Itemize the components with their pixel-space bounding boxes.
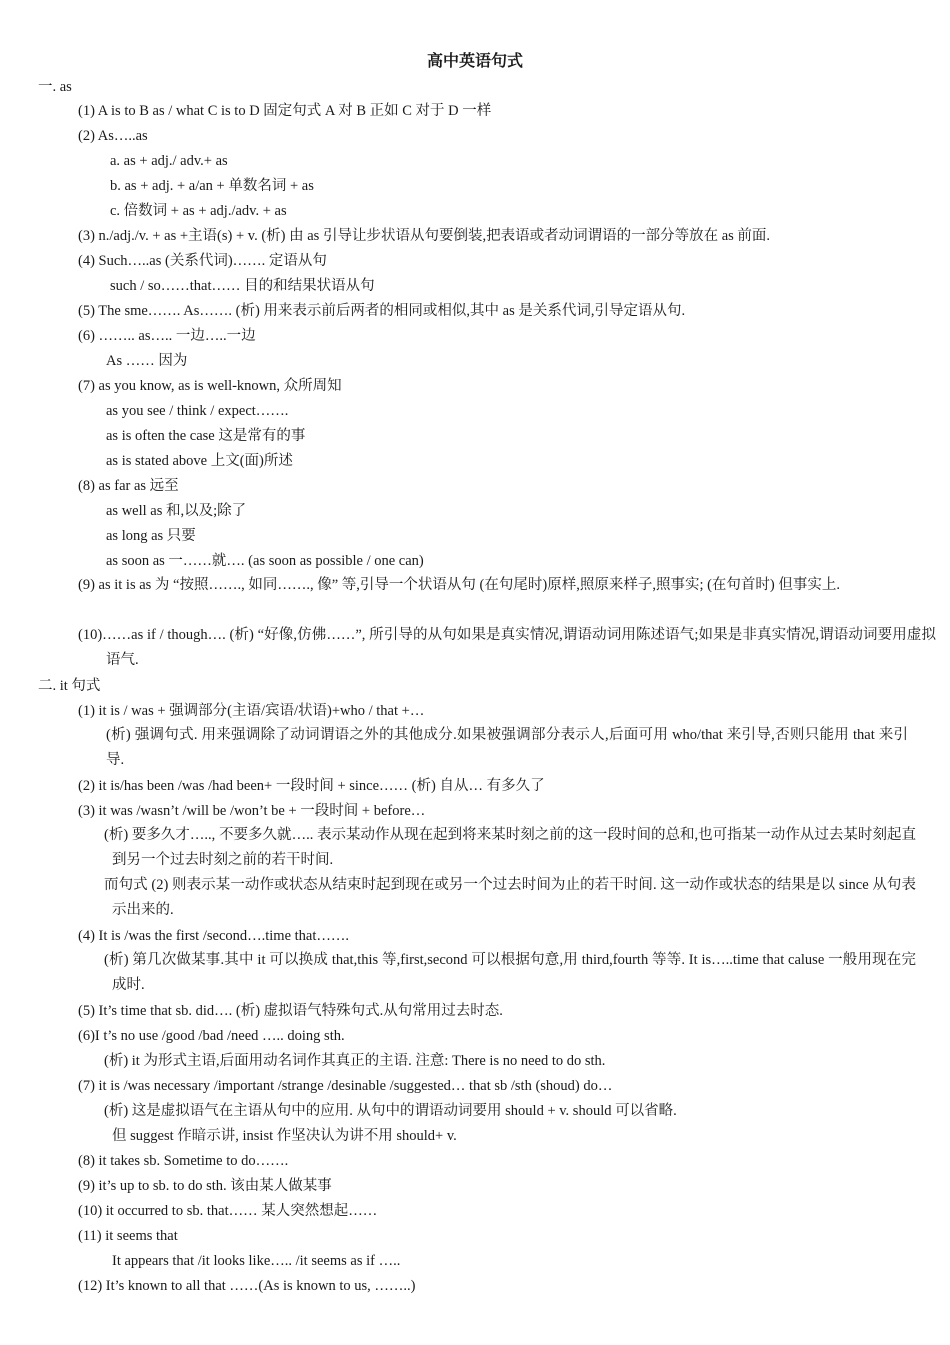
as-item-2a: a. as + adj./ adv.+ as [110,153,228,169]
it-item-6: (6)I t’s no use /good /bad /need ….. doing sth. [78,1028,345,1044]
it-item-4: (4) It is /was the first /second….time that……. [78,928,350,944]
as-item-8-sub-3: as soon as 一……就…. (as soon as possible / one can) [106,553,424,569]
as-item-4: (4) Such…..as (关系代词)……. 定语从句 [78,253,327,269]
as-item-10: (10)……as if / though…. (析) “好像,仿佛……”, 所引导的从句如果是真实情况,谓语动词用陈述语气;如果是非真实情况,谓语动词要用虚拟语气. [78,627,936,668]
it-item-4-note: (析) 第几次做某事.其中 it 可以换成 that,this 等,first,second 可以根据句意,用 third,fourth 等等. It is…..time that caluse 一般用现在完成时. [104,952,916,993]
as-item-6: (6) …….. as….. 一边…..一边 [78,328,256,344]
it-item-12: (12) It’s known to all that ……(As is known to us, ……..) [78,1278,416,1294]
it-item-8: (8) it takes sb. Sometime to do……. [78,1153,289,1169]
as-item-2c: c. 倍数词 + as + adj./adv. + as [110,203,287,219]
as-item-8: (8) as far as 远至 [78,478,179,494]
as-item-1: (1) A is to B as / what C is to D 固定句式 A 对 B 正如 C 对于 D 一样 [78,103,492,119]
it-item-2: (2) it is/has been /was /had been+ 一段时间 + since…… (析) 自从… 有多久了 [78,778,545,794]
as-item-6-sub: As …… 因为 [106,353,188,369]
section-heading-as: 一. as [38,79,72,95]
it-item-11: (11) it seems that [78,1228,178,1244]
it-item-11-sub: It appears that /it looks like….. /it seems as if ….. [112,1253,401,1269]
it-item-1: (1) it is / was + 强调部分(主语/宾语/状语)+who / that +… [78,703,425,719]
page-title: 高中英语句式 [426,53,523,70]
section-heading-it: 二. it 句式 [38,678,101,694]
as-item-5: (5) The sme……. As……. (析) 用来表示前后两者的相同或相似,其中 as 是关系代词,引导定语从句. [78,303,686,319]
it-item-9: (9) it’s up to sb. to do sth. 该由某人做某事 [78,1178,332,1194]
it-item-7: (7) it is /was necessary /important /strange /desinable /suggested… that sb /sth (shoud) do… [78,1078,613,1094]
as-item-8-sub-2: as long as 只要 [106,528,196,544]
it-item-10: (10) it occurred to sb. that…… 某人突然想起…… [78,1203,378,1219]
it-item-7-note: (析) 这是虚拟语气在主语从句中的应用. 从句中的谓语动词要用 should + v. should 可以省略. [104,1103,677,1119]
it-item-3-note-2: 而句式 (2) 则表示某一动作或状态从结束时起到现在或另一个过去时间为止的若干时间. 这一动作或状态的结果是以 since 从句表示出来的. [104,877,916,918]
as-item-9: (9) as it is as 为 “按照……., 如同……., 像” 等,引导一个状语从句 (在句尾时)原样,照原来样子,照事实; (在句首时) 但事实上. [78,577,841,593]
it-item-6-note: (析) it 为形式主语,后面用动名词作其真正的主语. 注意: There is no need to do sth. [104,1053,606,1069]
it-item-5: (5) It’s time that sb. did…. (析) 虚拟语气特殊句式.从句常用过去时态. [78,1003,503,1019]
as-item-2: (2) As…..as [78,128,148,144]
as-item-2b: b. as + adj. + a/an + 单数名词 + as [110,178,314,194]
it-item-3: (3) it was /wasn’t /will be /won’t be + 一段时间 + before… [78,803,426,819]
as-item-7-sub-2: as is often the case 这是常有的事 [106,428,306,444]
as-item-7-sub-1: as you see / think / expect……. [106,403,289,419]
as-item-3: (3) n./adj./v. + as +主语(s) + v. (析) 由 as 引导让步状语从句要倒装,把表语或者动词谓语的一部分等放在 as 前面. [78,228,771,244]
as-item-4-sub: such / so……that…… 目的和结果状语从句 [110,278,375,294]
as-item-7: (7) as you know, as is well-known, 众所周知 [78,378,342,394]
as-item-8-sub-1: as well as 和,以及;除了 [106,503,247,519]
it-item-7-note-2: 但 suggest 作暗示讲, insist 作坚决认为讲不用 should+ v. [112,1128,457,1144]
it-item-1-note: (析) 强调句式. 用来强调除了动词谓语之外的其他成分.如果被强调部分表示人,后面可用 who/that 来引导,否则只能用 that 来引导. [106,727,908,768]
it-item-3-note: (析) 要多久才….., 不要多久就….. 表示某动作从现在起到将来某时刻之前的这一段时间的总和,也可指某一动作从过去某时刻起直到另一个过去时刻之前的若干时间. [104,827,916,868]
as-item-7-sub-3: as is stated above 上文(面)所述 [106,453,293,469]
